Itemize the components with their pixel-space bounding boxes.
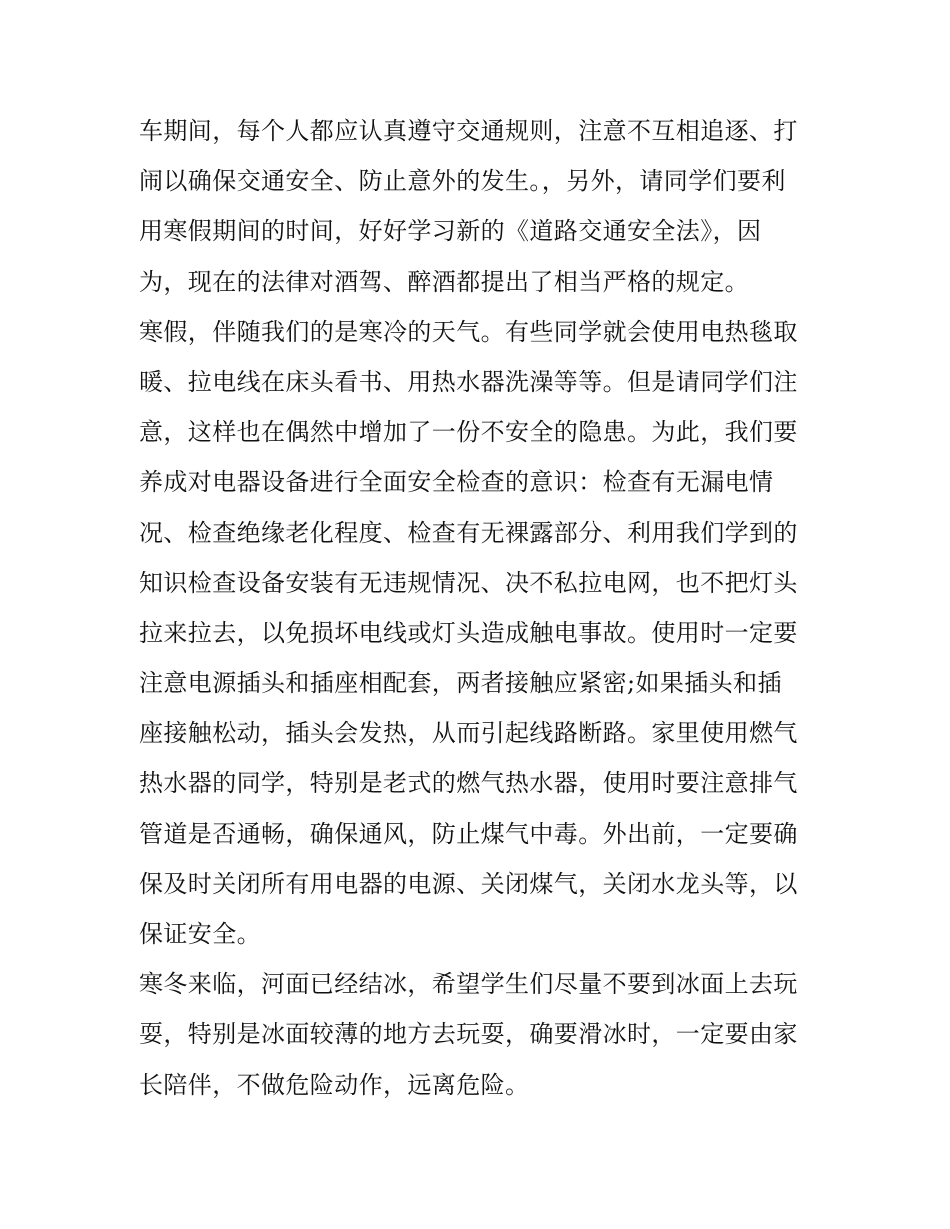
- text-line: 保及时关闭所有用电器的电源、关闭煤气，关闭水龙头等，以: [139, 869, 798, 898]
- text-line: 养成对电器设备进行全面安全检查的意识：检查有无漏电情: [139, 468, 774, 497]
- text-line: 寒假，伴随我们的是寒冷的天气。有些同学就会使用电热毯取: [139, 317, 798, 346]
- paragraph-traffic-safety: [139, 106, 819, 307]
- text-line: 耍，特别是冰面较薄的地方去玩耍，确要滑冰时，一定要由家: [139, 1020, 798, 1049]
- text-line: 长陪伴，不做危险动作，远离危险。: [139, 1070, 530, 1099]
- text-line: 意，这样也在偶然中增加了一份不安全的隐患。为此，我们要: [139, 418, 798, 447]
- text-line: 闹以确保交通安全、防止意外的发生。，另外，请同学们要利: [139, 167, 786, 196]
- paragraph-electrical-safety: [139, 307, 819, 959]
- text-line: 为，现在的法律对酒驾、醉酒都提出了相当严格的规定。: [139, 267, 749, 296]
- text-line: 况、检查绝缘老化程度、检查有无裸露部分、利用我们学到的: [139, 518, 798, 547]
- text-line: 暖、拉电线在床头看书、用热水器洗澡等等。但是请同学们注: [139, 367, 798, 396]
- paragraph-ice-safety: [139, 959, 819, 1110]
- text-line: 座接触松动，插头会发热，从而引起线路断路。家里使用燃气: [139, 719, 798, 748]
- document-body: [139, 106, 819, 1110]
- text-line: 管道是否通畅，确保通风，防止煤气中毒。外出前，一定要确: [139, 819, 798, 848]
- text-line: 车期间，每个人都应认真遵守交通规则，注意不互相追逐、打: [139, 117, 798, 145]
- text-line: 用寒假期间的时间，好好学习新的《道路交通安全法》，因: [139, 217, 762, 246]
- text-line: 热水器的同学，特别是老式的燃气热水器，使用时要注意排气: [139, 769, 798, 798]
- text-line: 寒冬来临，河面已经结冰，希望学生们尽量不要到冰面上去玩: [139, 970, 798, 999]
- text-line: 注意电源插头和插座相配套，两者接触应紧密;如果插头和插: [139, 669, 782, 698]
- text-line: 知识检查设备安装有无违规情况、决不私拉电网，也不把灯头: [139, 568, 798, 597]
- text-line: 保证安全。: [139, 920, 261, 948]
- text-line: 拉来拉去，以免损坏电线或灯头造成触电事故。使用时一定要: [139, 618, 798, 647]
